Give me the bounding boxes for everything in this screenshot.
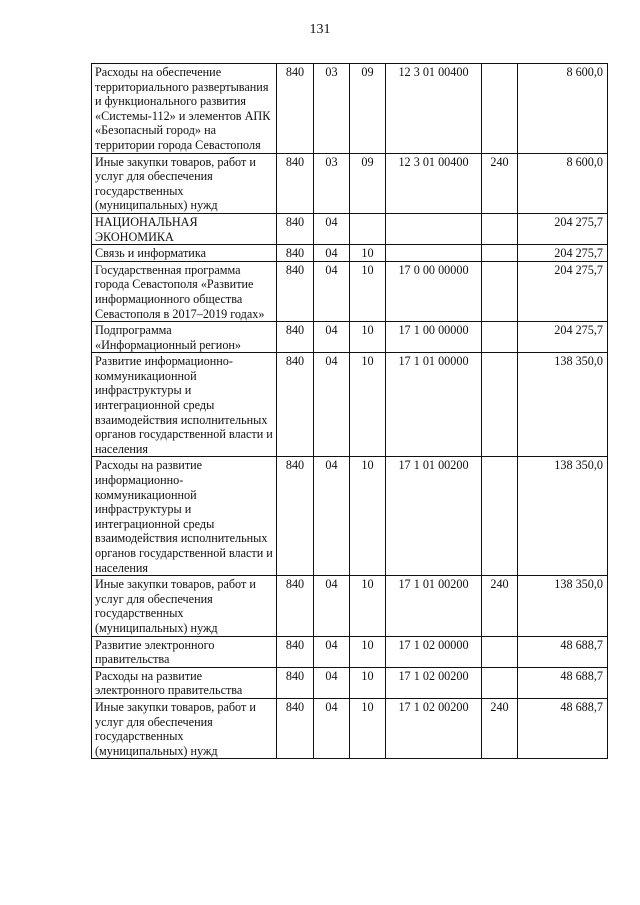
table-row (92, 667, 608, 698)
expense-type-code-cell: 240 (482, 698, 518, 758)
amount-cell: 138 350,0 (518, 576, 608, 636)
section-code-cell: 04 (314, 636, 350, 667)
section-code-cell: 04 (314, 261, 350, 321)
department-code-cell: 840 (277, 636, 314, 667)
expense-type-code-cell (482, 245, 518, 262)
subsection-code-cell: 10 (350, 261, 386, 321)
table-row (92, 153, 608, 213)
section-code-cell: 04 (314, 353, 350, 457)
amount-cell: 138 350,0 (518, 353, 608, 457)
department-code-cell: 840 (277, 698, 314, 758)
budget-table (91, 63, 608, 759)
expense-name-cell: НАЦИОНАЛЬНАЯ ЭКОНОМИКА (92, 213, 277, 244)
department-code-cell: 840 (277, 457, 314, 576)
expense-type-code-cell (482, 636, 518, 667)
table-row (92, 698, 608, 758)
subsection-code-cell: 10 (350, 667, 386, 698)
expense-type-code-cell: 240 (482, 153, 518, 213)
section-code-cell: 04 (314, 213, 350, 244)
table-row (92, 353, 608, 457)
expense-name-cell: Подпрограмма «Информационный регион» (92, 322, 277, 353)
target-article-code-cell (386, 245, 482, 262)
target-article-code-cell: 17 1 01 00200 (386, 576, 482, 636)
target-article-code-cell: 17 0 00 00000 (386, 261, 482, 321)
table-row (92, 636, 608, 667)
expense-type-code-cell: 240 (482, 576, 518, 636)
table-row (92, 457, 608, 576)
subsection-code-cell: 10 (350, 576, 386, 636)
table-row (92, 245, 608, 262)
target-article-code-cell (386, 213, 482, 244)
expense-type-code-cell (482, 457, 518, 576)
subsection-code-cell: 10 (350, 457, 386, 576)
amount-cell: 48 688,7 (518, 636, 608, 667)
section-code-cell: 03 (314, 64, 350, 154)
amount-cell: 204 275,7 (518, 322, 608, 353)
amount-cell: 48 688,7 (518, 698, 608, 758)
expense-name-cell: Иные закупки товаров, работ и услуг для обеспечения государственных (муниципальных) нужд (92, 698, 277, 758)
amount-cell: 48 688,7 (518, 667, 608, 698)
target-article-code-cell: 17 1 02 00000 (386, 636, 482, 667)
amount-cell: 204 275,7 (518, 213, 608, 244)
department-code-cell: 840 (277, 261, 314, 321)
table-row (92, 213, 608, 244)
subsection-code-cell (350, 213, 386, 244)
expense-type-code-cell (482, 261, 518, 321)
expense-name-cell: Расходы на развитие электронного правительства (92, 667, 277, 698)
page-number: 131 (309, 22, 331, 37)
table-row (92, 576, 608, 636)
expense-type-code-cell (482, 353, 518, 457)
section-code-cell: 04 (314, 245, 350, 262)
expense-name-cell: Иные закупки товаров, работ и услуг для обеспечения государственных (муниципальных) нужд (92, 576, 277, 636)
table-row (92, 322, 608, 353)
expense-name-cell: Развитие электронного правительства (92, 636, 277, 667)
target-article-code-cell: 17 1 01 00200 (386, 457, 482, 576)
expense-name-cell: Развитие информационно-коммуникационной инфраструктуры и интеграционной среды взаимодействия исполнительных органов государственной власти и населения (92, 353, 277, 457)
expense-type-code-cell (482, 64, 518, 154)
amount-cell: 8 600,0 (518, 64, 608, 154)
target-article-code-cell: 12 3 01 00400 (386, 64, 482, 154)
department-code-cell: 840 (277, 667, 314, 698)
subsection-code-cell: 09 (350, 64, 386, 154)
amount-cell: 204 275,7 (518, 245, 608, 262)
target-article-code-cell: 17 1 02 00200 (386, 698, 482, 758)
section-code-cell: 04 (314, 322, 350, 353)
subsection-code-cell: 10 (350, 322, 386, 353)
department-code-cell: 840 (277, 245, 314, 262)
expense-type-code-cell (482, 322, 518, 353)
section-code-cell: 04 (314, 698, 350, 758)
expense-name-cell: Расходы на развитие информационно-коммуникационной инфраструктуры и интеграционной среды взаимодействия исполнительных органов государственной власти и населения (92, 457, 277, 576)
target-article-code-cell: 17 1 02 00200 (386, 667, 482, 698)
expense-name-cell: Расходы на обеспечение территориального развертывания и функционального развития «Системы-112» и элементов АПК «Безопасный город» на территории города Севастополя (92, 64, 277, 154)
section-code-cell: 03 (314, 153, 350, 213)
table-row (92, 261, 608, 321)
subsection-code-cell: 09 (350, 153, 386, 213)
section-code-cell: 04 (314, 457, 350, 576)
subsection-code-cell: 10 (350, 698, 386, 758)
subsection-code-cell: 10 (350, 636, 386, 667)
target-article-code-cell: 17 1 01 00000 (386, 353, 482, 457)
department-code-cell: 840 (277, 322, 314, 353)
department-code-cell: 840 (277, 153, 314, 213)
expense-type-code-cell (482, 213, 518, 244)
subsection-code-cell: 10 (350, 353, 386, 457)
section-code-cell: 04 (314, 576, 350, 636)
expense-name-cell: Связь и информатика (92, 245, 277, 262)
department-code-cell: 840 (277, 353, 314, 457)
section-code-cell: 04 (314, 667, 350, 698)
target-article-code-cell: 17 1 00 00000 (386, 322, 482, 353)
department-code-cell: 840 (277, 64, 314, 154)
amount-cell: 8 600,0 (518, 153, 608, 213)
expense-name-cell: Иные закупки товаров, работ и услуг для обеспечения государственных (муниципальных) нужд (92, 153, 277, 213)
department-code-cell: 840 (277, 213, 314, 244)
amount-cell: 138 350,0 (518, 457, 608, 576)
table-row (92, 64, 608, 154)
expense-name-cell: Государственная программа города Севастополя «Развитие информационного общества Севастополя в 2017–2019 годах» (92, 261, 277, 321)
target-article-code-cell: 12 3 01 00400 (386, 153, 482, 213)
subsection-code-cell: 10 (350, 245, 386, 262)
department-code-cell: 840 (277, 576, 314, 636)
amount-cell: 204 275,7 (518, 261, 608, 321)
expense-type-code-cell (482, 667, 518, 698)
